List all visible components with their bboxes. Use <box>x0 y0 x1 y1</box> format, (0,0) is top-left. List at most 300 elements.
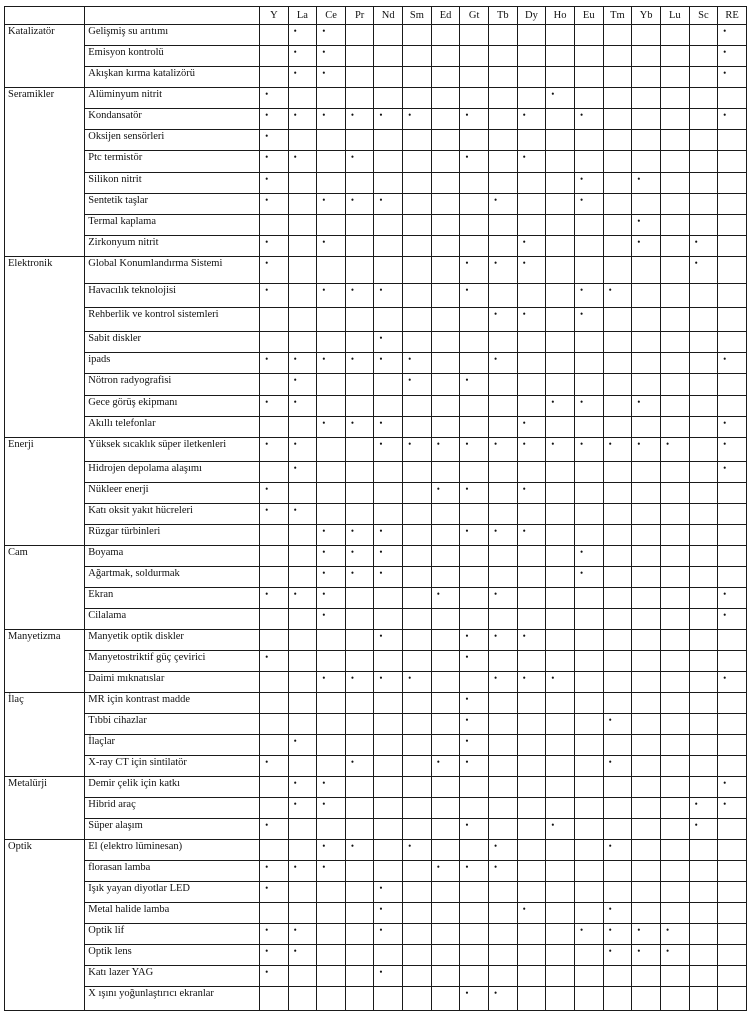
mark-Dy: • <box>517 308 546 332</box>
mark-Ce: • <box>317 777 346 798</box>
empty-cell <box>488 25 517 46</box>
mark-Nd: • <box>374 882 403 903</box>
empty-cell <box>488 777 517 798</box>
table-row <box>5 417 747 438</box>
mark-Ce: • <box>317 67 346 88</box>
empty-cell <box>374 714 403 735</box>
empty-cell <box>488 798 517 819</box>
empty-cell <box>718 735 747 756</box>
empty-cell <box>488 924 517 945</box>
application-cell: Silikon nitrit <box>85 173 260 194</box>
empty-cell <box>546 236 575 257</box>
application-cell: Gelişmiş su arıtımı <box>85 25 260 46</box>
application-cell: Ekran <box>85 588 260 609</box>
empty-cell <box>689 609 718 630</box>
table-row <box>5 236 747 257</box>
mark-Ho: • <box>546 396 575 417</box>
mark-Eu: • <box>574 173 603 194</box>
empty-cell <box>689 588 718 609</box>
mark-RE: • <box>718 438 747 462</box>
mark-Gt: • <box>460 714 489 735</box>
empty-cell <box>718 861 747 882</box>
empty-cell <box>374 861 403 882</box>
empty-cell <box>374 374 403 396</box>
mark-Sc: • <box>689 236 718 257</box>
empty-cell <box>546 194 575 215</box>
empty-cell <box>374 67 403 88</box>
empty-cell <box>488 46 517 67</box>
empty-cell <box>345 332 374 353</box>
mark-Pr: • <box>345 525 374 546</box>
empty-cell <box>603 609 632 630</box>
application-cell: Katı lazer YAG <box>85 966 260 987</box>
header-element: Yb <box>632 7 661 25</box>
empty-cell <box>689 987 718 1011</box>
empty-cell <box>345 714 374 735</box>
mark-Lu: • <box>660 924 689 945</box>
empty-cell <box>660 308 689 332</box>
application-cell: Havacılık teknolojisi <box>85 284 260 308</box>
empty-cell <box>718 756 747 777</box>
empty-cell <box>317 173 346 194</box>
mark-Pr: • <box>345 417 374 438</box>
empty-cell <box>403 88 432 109</box>
mark-Y: • <box>260 588 288 609</box>
empty-cell <box>488 651 517 672</box>
empty-cell <box>546 504 575 525</box>
empty-cell <box>689 777 718 798</box>
empty-cell <box>431 109 460 130</box>
mark-Ho: • <box>546 88 575 109</box>
application-cell: Alüminyum nitrit <box>85 88 260 109</box>
empty-cell <box>603 546 632 567</box>
mark-La: • <box>288 798 317 819</box>
empty-cell <box>345 861 374 882</box>
empty-cell <box>345 693 374 714</box>
mark-Dy: • <box>517 483 546 504</box>
empty-cell <box>718 945 747 966</box>
empty-cell <box>574 945 603 966</box>
empty-cell <box>403 756 432 777</box>
table-row <box>5 130 747 151</box>
empty-cell <box>660 46 689 67</box>
empty-cell <box>431 462 460 483</box>
mark-Sm: • <box>403 840 432 861</box>
mark-Dy: • <box>517 903 546 924</box>
header-element: Tm <box>603 7 632 25</box>
empty-cell <box>632 483 661 504</box>
empty-cell <box>660 651 689 672</box>
application-cell: Metal halide lamba <box>85 903 260 924</box>
empty-cell <box>517 25 546 46</box>
empty-cell <box>317 714 346 735</box>
empty-cell <box>689 693 718 714</box>
header-element: Ho <box>546 7 575 25</box>
table-row <box>5 651 747 672</box>
empty-cell <box>517 284 546 308</box>
empty-cell <box>660 332 689 353</box>
application-cell: Akışkan kırma katalizörü <box>85 67 260 88</box>
table-row <box>5 46 747 67</box>
mark-Sm: • <box>403 672 432 693</box>
mark-Eu: • <box>574 194 603 215</box>
empty-cell <box>517 46 546 67</box>
header-element: Eu <box>574 7 603 25</box>
empty-cell <box>288 284 317 308</box>
application-cell: Daimi mıknatıslar <box>85 672 260 693</box>
empty-cell <box>260 735 288 756</box>
empty-cell <box>288 609 317 630</box>
mark-Gt: • <box>460 284 489 308</box>
mark-Y: • <box>260 257 288 284</box>
empty-cell <box>460 332 489 353</box>
empty-cell <box>317 215 346 236</box>
empty-cell <box>718 630 747 651</box>
empty-cell <box>317 130 346 151</box>
empty-cell <box>345 924 374 945</box>
empty-cell <box>603 25 632 46</box>
mark-Gt: • <box>460 438 489 462</box>
mark-Eu: • <box>574 567 603 588</box>
empty-cell <box>574 151 603 173</box>
empty-cell <box>574 353 603 374</box>
empty-cell <box>546 756 575 777</box>
header-element: Y <box>260 7 288 25</box>
table-row <box>5 25 747 46</box>
mark-Tm: • <box>603 945 632 966</box>
empty-cell <box>260 462 288 483</box>
empty-cell <box>403 567 432 588</box>
mark-Dy: • <box>517 630 546 651</box>
mark-Sc: • <box>689 798 718 819</box>
empty-cell <box>345 88 374 109</box>
empty-cell <box>374 151 403 173</box>
mark-Ho: • <box>546 672 575 693</box>
empty-cell <box>660 462 689 483</box>
empty-cell <box>403 504 432 525</box>
empty-cell <box>317 396 346 417</box>
header-row <box>5 7 747 25</box>
empty-cell <box>574 25 603 46</box>
empty-cell <box>431 374 460 396</box>
empty-cell <box>431 735 460 756</box>
empty-cell <box>603 588 632 609</box>
empty-cell <box>718 88 747 109</box>
table-row <box>5 840 747 861</box>
mark-La: • <box>288 735 317 756</box>
empty-cell <box>574 798 603 819</box>
mark-Gt: • <box>460 756 489 777</box>
mark-Ce: • <box>317 236 346 257</box>
empty-cell <box>660 504 689 525</box>
empty-cell <box>431 777 460 798</box>
empty-cell <box>260 630 288 651</box>
table-body <box>5 25 747 1011</box>
application-cell: Emisyon kontrolü <box>85 46 260 67</box>
mark-Ed: • <box>431 588 460 609</box>
empty-cell <box>517 374 546 396</box>
mark-Y: • <box>260 284 288 308</box>
empty-cell <box>431 882 460 903</box>
empty-cell <box>288 88 317 109</box>
mark-Tm: • <box>603 903 632 924</box>
empty-cell <box>660 257 689 284</box>
mark-Tb: • <box>488 308 517 332</box>
application-cell: Akıllı telefonlar <box>85 417 260 438</box>
empty-cell <box>546 525 575 546</box>
empty-cell <box>718 332 747 353</box>
mark-Tb: • <box>488 353 517 374</box>
empty-cell <box>460 417 489 438</box>
empty-cell <box>546 417 575 438</box>
mark-Nd: • <box>374 525 403 546</box>
mark-La: • <box>288 438 317 462</box>
empty-cell <box>288 882 317 903</box>
empty-cell <box>632 798 661 819</box>
empty-cell <box>260 714 288 735</box>
mark-La: • <box>288 67 317 88</box>
empty-cell <box>374 483 403 504</box>
empty-cell <box>517 987 546 1011</box>
empty-cell <box>517 67 546 88</box>
empty-cell <box>689 374 718 396</box>
empty-cell <box>431 693 460 714</box>
empty-cell <box>660 840 689 861</box>
mark-RE: • <box>718 462 747 483</box>
empty-cell <box>345 67 374 88</box>
mark-La: • <box>288 777 317 798</box>
empty-cell <box>517 777 546 798</box>
application-cell: Optik lens <box>85 945 260 966</box>
mark-Dy: • <box>517 525 546 546</box>
application-cell: Cilalama <box>85 609 260 630</box>
empty-cell <box>431 46 460 67</box>
empty-cell <box>603 173 632 194</box>
empty-cell <box>403 693 432 714</box>
table-row <box>5 194 747 215</box>
table-row <box>5 483 747 504</box>
empty-cell <box>546 714 575 735</box>
mark-Ce: • <box>317 109 346 130</box>
empty-cell <box>288 966 317 987</box>
empty-cell <box>374 308 403 332</box>
mark-Dy: • <box>517 109 546 130</box>
empty-cell <box>260 374 288 396</box>
empty-cell <box>660 714 689 735</box>
mark-La: • <box>288 462 317 483</box>
mark-Tb: • <box>488 588 517 609</box>
empty-cell <box>374 756 403 777</box>
empty-cell <box>660 588 689 609</box>
empty-cell <box>488 67 517 88</box>
empty-cell <box>317 374 346 396</box>
empty-cell <box>574 462 603 483</box>
empty-cell <box>403 945 432 966</box>
rare-earth-applications-table <box>4 6 747 1011</box>
empty-cell <box>317 308 346 332</box>
empty-cell <box>260 609 288 630</box>
application-cell: X-ray CT için sintilatör <box>85 756 260 777</box>
empty-cell <box>546 924 575 945</box>
mark-Ce: • <box>317 417 346 438</box>
empty-cell <box>431 840 460 861</box>
empty-cell <box>488 504 517 525</box>
mark-Pr: • <box>345 672 374 693</box>
mark-Ed: • <box>431 483 460 504</box>
empty-cell <box>403 777 432 798</box>
table-row <box>5 672 747 693</box>
empty-cell <box>288 987 317 1011</box>
mark-Eu: • <box>574 284 603 308</box>
mark-Y: • <box>260 945 288 966</box>
empty-cell <box>574 525 603 546</box>
empty-cell <box>689 332 718 353</box>
empty-cell <box>660 525 689 546</box>
empty-cell <box>718 546 747 567</box>
application-cell: Nükleer enerji <box>85 483 260 504</box>
mark-Lu: • <box>660 438 689 462</box>
empty-cell <box>603 215 632 236</box>
empty-cell <box>374 945 403 966</box>
table-row <box>5 714 747 735</box>
empty-cell <box>345 462 374 483</box>
empty-cell <box>546 284 575 308</box>
empty-cell <box>431 236 460 257</box>
empty-cell <box>660 417 689 438</box>
empty-cell <box>460 903 489 924</box>
mark-Y: • <box>260 819 288 840</box>
application-cell: Ağartmak, soldurmak <box>85 567 260 588</box>
application-cell: Hidrojen depolama alaşımı <box>85 462 260 483</box>
empty-cell <box>488 945 517 966</box>
mark-Y: • <box>260 483 288 504</box>
empty-cell <box>374 735 403 756</box>
application-cell: Hibrid araç <box>85 798 260 819</box>
empty-cell <box>260 987 288 1011</box>
mark-Eu: • <box>574 438 603 462</box>
empty-cell <box>603 819 632 840</box>
empty-cell <box>603 987 632 1011</box>
empty-cell <box>632 109 661 130</box>
empty-cell <box>546 945 575 966</box>
empty-cell <box>632 987 661 1011</box>
empty-cell <box>431 67 460 88</box>
empty-cell <box>632 756 661 777</box>
mark-Nd: • <box>374 417 403 438</box>
empty-cell <box>431 567 460 588</box>
header-element: Ed <box>431 7 460 25</box>
mark-Y: • <box>260 353 288 374</box>
empty-cell <box>460 672 489 693</box>
empty-cell <box>288 332 317 353</box>
empty-cell <box>574 672 603 693</box>
mark-Eu: • <box>574 396 603 417</box>
empty-cell <box>603 88 632 109</box>
empty-cell <box>574 46 603 67</box>
empty-cell <box>374 588 403 609</box>
empty-cell <box>718 236 747 257</box>
empty-cell <box>374 777 403 798</box>
empty-cell <box>488 173 517 194</box>
empty-cell <box>574 966 603 987</box>
empty-cell <box>689 882 718 903</box>
empty-cell <box>517 194 546 215</box>
empty-cell <box>574 417 603 438</box>
empty-cell <box>317 903 346 924</box>
mark-Yb: • <box>632 215 661 236</box>
empty-cell <box>718 924 747 945</box>
empty-cell <box>546 462 575 483</box>
mark-RE: • <box>718 672 747 693</box>
empty-cell <box>403 819 432 840</box>
empty-cell <box>317 151 346 173</box>
mark-Sm: • <box>403 109 432 130</box>
empty-cell <box>517 130 546 151</box>
empty-cell <box>403 903 432 924</box>
empty-cell <box>632 151 661 173</box>
application-cell: Tıbbi cihazlar <box>85 714 260 735</box>
empty-cell <box>660 672 689 693</box>
empty-cell <box>546 546 575 567</box>
application-cell: Nötron radyografisi <box>85 374 260 396</box>
mark-Nd: • <box>374 353 403 374</box>
empty-cell <box>431 396 460 417</box>
application-cell: Global Konumlandırma Sistemi <box>85 257 260 284</box>
empty-cell <box>517 798 546 819</box>
category-cell: Optik <box>5 840 85 1011</box>
empty-cell <box>317 504 346 525</box>
mark-Gt: • <box>460 374 489 396</box>
empty-cell <box>431 130 460 151</box>
empty-cell <box>460 609 489 630</box>
mark-Nd: • <box>374 332 403 353</box>
empty-cell <box>460 882 489 903</box>
empty-cell <box>718 903 747 924</box>
empty-cell <box>660 236 689 257</box>
empty-cell <box>718 987 747 1011</box>
empty-cell <box>260 777 288 798</box>
empty-cell <box>546 67 575 88</box>
empty-cell <box>632 46 661 67</box>
empty-cell <box>374 25 403 46</box>
empty-cell <box>546 840 575 861</box>
empty-cell <box>403 308 432 332</box>
empty-cell <box>317 483 346 504</box>
empty-cell <box>689 903 718 924</box>
empty-cell <box>403 546 432 567</box>
empty-cell <box>603 236 632 257</box>
empty-cell <box>260 798 288 819</box>
empty-cell <box>488 396 517 417</box>
table-row <box>5 966 747 987</box>
empty-cell <box>374 462 403 483</box>
empty-cell <box>460 215 489 236</box>
empty-cell <box>517 332 546 353</box>
empty-cell <box>574 67 603 88</box>
table-row <box>5 756 747 777</box>
mark-Gt: • <box>460 861 489 882</box>
empty-cell <box>546 735 575 756</box>
mark-Gt: • <box>460 651 489 672</box>
empty-cell <box>660 756 689 777</box>
empty-cell <box>546 130 575 151</box>
empty-cell <box>517 756 546 777</box>
empty-cell <box>488 966 517 987</box>
empty-cell <box>488 374 517 396</box>
mark-Tm: • <box>603 840 632 861</box>
empty-cell <box>574 483 603 504</box>
empty-cell <box>317 819 346 840</box>
